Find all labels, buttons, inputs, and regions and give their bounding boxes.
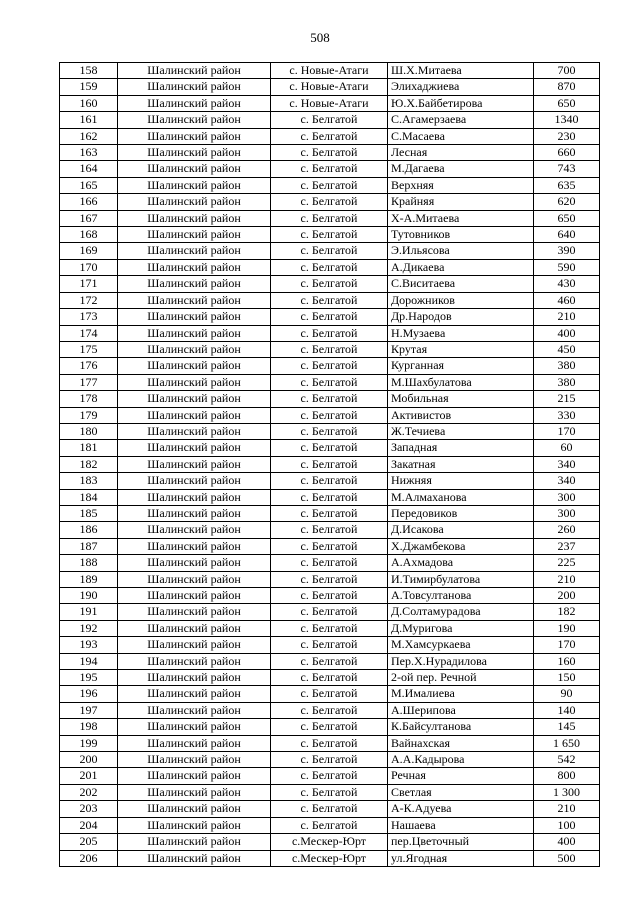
settlement-cell: с. Белгатой [271, 473, 388, 489]
row-number-cell: 187 [60, 538, 118, 554]
district-cell: Шалинский район [118, 768, 271, 784]
length-cell: 330 [534, 407, 600, 423]
table-row [60, 243, 600, 259]
settlement-cell: с. Белгатой [271, 112, 388, 128]
length-cell: 190 [534, 620, 600, 636]
district-cell: Шалинский район [118, 538, 271, 554]
table-row [60, 735, 600, 751]
street-cell: Н.Музаева [388, 325, 534, 341]
street-cell: Речная [388, 768, 534, 784]
street-cell: М.Дагаева [388, 161, 534, 177]
row-number-cell: 171 [60, 276, 118, 292]
district-cell: Шалинский район [118, 489, 271, 505]
district-cell: Шалинский район [118, 243, 271, 259]
row-number-cell: 185 [60, 505, 118, 521]
district-cell: Шалинский район [118, 850, 271, 866]
length-cell: 620 [534, 194, 600, 210]
row-number-cell: 186 [60, 522, 118, 538]
settlement-cell: с. Белгатой [271, 719, 388, 735]
length-cell: 170 [534, 637, 600, 653]
length-cell: 160 [534, 653, 600, 669]
street-cell: Дорожников [388, 292, 534, 308]
table-row [60, 325, 600, 341]
street-cell: Мобильная [388, 391, 534, 407]
district-cell: Шалинский район [118, 522, 271, 538]
district-cell: Шалинский район [118, 292, 271, 308]
row-number-cell: 158 [60, 63, 118, 79]
district-cell: Шалинский район [118, 752, 271, 768]
row-number-cell: 182 [60, 456, 118, 472]
length-cell: 170 [534, 423, 600, 439]
settlement-cell: с. Белгатой [271, 817, 388, 833]
street-cell: Крайняя [388, 194, 534, 210]
table-row [60, 112, 600, 128]
settlement-cell: с. Белгатой [271, 440, 388, 456]
row-number-cell: 195 [60, 670, 118, 686]
district-cell: Шалинский район [118, 325, 271, 341]
length-cell: 1340 [534, 112, 600, 128]
district-cell: Шалинский район [118, 210, 271, 226]
row-number-cell: 194 [60, 653, 118, 669]
settlement-cell: с. Белгатой [271, 637, 388, 653]
district-cell: Шалинский район [118, 670, 271, 686]
length-cell: 182 [534, 604, 600, 620]
row-number-cell: 197 [60, 702, 118, 718]
table-row [60, 423, 600, 439]
length-cell: 90 [534, 686, 600, 702]
table-row [60, 292, 600, 308]
district-cell: Шалинский район [118, 456, 271, 472]
length-cell: 210 [534, 801, 600, 817]
settlement-cell: с. Белгатой [271, 768, 388, 784]
settlement-cell: с. Белгатой [271, 292, 388, 308]
street-cell: М.Ималиева [388, 686, 534, 702]
length-cell: 450 [534, 341, 600, 357]
table-row [60, 752, 600, 768]
table-row [60, 686, 600, 702]
district-cell: Шалинский район [118, 588, 271, 604]
row-number-cell: 201 [60, 768, 118, 784]
settlement-cell: с. Белгатой [271, 752, 388, 768]
table-row [60, 227, 600, 243]
table-row [60, 456, 600, 472]
row-number-cell: 168 [60, 227, 118, 243]
street-cell: Д.Муригова [388, 620, 534, 636]
settlement-cell: с. Белгатой [271, 194, 388, 210]
row-number-cell: 206 [60, 850, 118, 866]
table-row [60, 259, 600, 275]
row-number-cell: 196 [60, 686, 118, 702]
row-number-cell: 167 [60, 210, 118, 226]
district-cell: Шалинский район [118, 79, 271, 95]
settlement-cell: с. Новые-Атаги [271, 63, 388, 79]
length-cell: 542 [534, 752, 600, 768]
row-number-cell: 199 [60, 735, 118, 751]
length-cell: 200 [534, 588, 600, 604]
settlement-cell: с. Новые-Атаги [271, 79, 388, 95]
settlement-cell: с. Белгатой [271, 571, 388, 587]
table-row [60, 768, 600, 784]
district-cell: Шалинский район [118, 719, 271, 735]
settlement-cell: с. Белгатой [271, 128, 388, 144]
settlement-cell: с. Белгатой [271, 177, 388, 193]
settlement-cell: с. Белгатой [271, 505, 388, 521]
row-number-cell: 188 [60, 555, 118, 571]
district-cell: Шалинский район [118, 407, 271, 423]
district-cell: Шалинский район [118, 374, 271, 390]
street-cell: Ш.Х.Митаева [388, 63, 534, 79]
district-cell: Шалинский район [118, 555, 271, 571]
row-number-cell: 180 [60, 423, 118, 439]
street-cell: Передовиков [388, 505, 534, 521]
district-cell: Шалинский район [118, 227, 271, 243]
length-cell: 340 [534, 473, 600, 489]
table-row [60, 571, 600, 587]
page-number: 508 [310, 30, 330, 45]
district-cell: Шалинский район [118, 620, 271, 636]
length-cell: 150 [534, 670, 600, 686]
district-cell: Шалинский район [118, 177, 271, 193]
settlement-cell: с. Белгатой [271, 358, 388, 374]
street-cell: С.Агамерзаева [388, 112, 534, 128]
row-number-cell: 177 [60, 374, 118, 390]
table-row [60, 194, 600, 210]
table-row [60, 276, 600, 292]
settlement-cell: с. Белгатой [271, 341, 388, 357]
row-number-cell: 202 [60, 784, 118, 800]
length-cell: 230 [534, 128, 600, 144]
table-row [60, 79, 600, 95]
table-row [60, 784, 600, 800]
settlement-cell: с. Белгатой [271, 276, 388, 292]
district-cell: Шалинский район [118, 637, 271, 653]
street-cell: 2-ой пер. Речной [388, 670, 534, 686]
district-cell: Шалинский район [118, 604, 271, 620]
street-cell: Нижняя [388, 473, 534, 489]
settlement-cell: с. Белгатой [271, 456, 388, 472]
length-cell: 380 [534, 374, 600, 390]
length-cell: 140 [534, 702, 600, 718]
settlement-cell: с. Белгатой [271, 538, 388, 554]
length-cell: 390 [534, 243, 600, 259]
district-cell: Шалинский район [118, 128, 271, 144]
row-number-cell: 179 [60, 407, 118, 423]
district-cell: Шалинский район [118, 145, 271, 161]
district-cell: Шалинский район [118, 686, 271, 702]
table-row [60, 489, 600, 505]
row-number-cell: 160 [60, 95, 118, 111]
table-row [60, 653, 600, 669]
row-number-cell: 192 [60, 620, 118, 636]
district-cell: Шалинский район [118, 817, 271, 833]
district-cell: Шалинский район [118, 423, 271, 439]
table-row [60, 145, 600, 161]
district-cell: Шалинский район [118, 161, 271, 177]
street-cell: ул.Ягодная [388, 850, 534, 866]
table-row [60, 358, 600, 374]
table-row [60, 604, 600, 620]
settlement-cell: с. Белгатой [271, 243, 388, 259]
table-row [60, 95, 600, 111]
street-cell: М.Хамсуркаева [388, 637, 534, 653]
length-cell: 300 [534, 505, 600, 521]
length-cell: 870 [534, 79, 600, 95]
settlement-cell: с. Белгатой [271, 374, 388, 390]
district-cell: Шалинский район [118, 112, 271, 128]
row-number-cell: 163 [60, 145, 118, 161]
district-cell: Шалинский район [118, 358, 271, 374]
row-number-cell: 184 [60, 489, 118, 505]
settlement-cell: с. Белгатой [271, 407, 388, 423]
length-cell: 1 300 [534, 784, 600, 800]
settlement-cell: с. Белгатой [271, 161, 388, 177]
settlement-cell: с. Белгатой [271, 391, 388, 407]
row-number-cell: 191 [60, 604, 118, 620]
street-cell: Светлая [388, 784, 534, 800]
settlement-cell: с. Белгатой [271, 210, 388, 226]
district-cell: Шалинский район [118, 341, 271, 357]
street-cell: Активистов [388, 407, 534, 423]
street-cell: И.Тимирбулатова [388, 571, 534, 587]
table-row [60, 128, 600, 144]
roads-table [59, 62, 600, 867]
settlement-cell: с. Белгатой [271, 145, 388, 161]
district-cell: Шалинский район [118, 473, 271, 489]
row-number-cell: 169 [60, 243, 118, 259]
district-cell: Шалинский район [118, 571, 271, 587]
row-number-cell: 165 [60, 177, 118, 193]
length-cell: 145 [534, 719, 600, 735]
settlement-cell: с. Белгатой [271, 588, 388, 604]
settlement-cell: с. Белгатой [271, 801, 388, 817]
length-cell: 1 650 [534, 735, 600, 751]
length-cell: 800 [534, 768, 600, 784]
length-cell: 210 [534, 571, 600, 587]
settlement-cell: с. Белгатой [271, 702, 388, 718]
row-number-cell: 181 [60, 440, 118, 456]
table-row [60, 555, 600, 571]
street-cell: Х-А.Митаева [388, 210, 534, 226]
length-cell: 100 [534, 817, 600, 833]
row-number-cell: 172 [60, 292, 118, 308]
street-cell: А-К.Адуева [388, 801, 534, 817]
length-cell: 640 [534, 227, 600, 243]
row-number-cell: 170 [60, 259, 118, 275]
table-row [60, 834, 600, 850]
street-cell: Западная [388, 440, 534, 456]
settlement-cell: с.Мескер-Юрт [271, 850, 388, 866]
table-row [60, 522, 600, 538]
length-cell: 460 [534, 292, 600, 308]
row-number-cell: 159 [60, 79, 118, 95]
length-cell: 215 [534, 391, 600, 407]
row-number-cell: 200 [60, 752, 118, 768]
length-cell: 260 [534, 522, 600, 538]
street-cell: Лесная [388, 145, 534, 161]
district-cell: Шалинский район [118, 702, 271, 718]
street-cell: Крутая [388, 341, 534, 357]
length-cell: 225 [534, 555, 600, 571]
table-row [60, 588, 600, 604]
settlement-cell: с. Белгатой [271, 423, 388, 439]
street-cell: С.Масаева [388, 128, 534, 144]
street-cell: пер.Цветочный [388, 834, 534, 850]
row-number-cell: 198 [60, 719, 118, 735]
row-number-cell: 164 [60, 161, 118, 177]
length-cell: 650 [534, 95, 600, 111]
row-number-cell: 190 [60, 588, 118, 604]
table-row [60, 473, 600, 489]
length-cell: 660 [534, 145, 600, 161]
length-cell: 635 [534, 177, 600, 193]
row-number-cell: 193 [60, 637, 118, 653]
length-cell: 400 [534, 834, 600, 850]
table-row [60, 440, 600, 456]
street-cell: А.Ахмадова [388, 555, 534, 571]
table-row [60, 702, 600, 718]
street-cell: К.Байсултанова [388, 719, 534, 735]
settlement-cell: с. Белгатой [271, 325, 388, 341]
row-number-cell: 173 [60, 309, 118, 325]
street-cell: Курганная [388, 358, 534, 374]
length-cell: 300 [534, 489, 600, 505]
street-cell: Ю.Х.Байбетирова [388, 95, 534, 111]
district-cell: Шалинский район [118, 784, 271, 800]
street-cell: Др.Народов [388, 309, 534, 325]
length-cell: 340 [534, 456, 600, 472]
street-cell: А.А.Кадырова [388, 752, 534, 768]
street-cell: Э.Ильясова [388, 243, 534, 259]
district-cell: Шалинский район [118, 194, 271, 210]
settlement-cell: с. Белгатой [271, 735, 388, 751]
district-cell: Шалинский район [118, 391, 271, 407]
table-row [60, 620, 600, 636]
table-row [60, 177, 600, 193]
table-row [60, 210, 600, 226]
table-row [60, 161, 600, 177]
roads-table-body [60, 63, 600, 867]
district-cell: Шалинский район [118, 259, 271, 275]
table-row [60, 538, 600, 554]
street-cell: А.Дикаева [388, 259, 534, 275]
length-cell: 380 [534, 358, 600, 374]
district-cell: Шалинский район [118, 834, 271, 850]
settlement-cell: с. Белгатой [271, 686, 388, 702]
row-number-cell: 166 [60, 194, 118, 210]
street-cell: Элихаджиева [388, 79, 534, 95]
table-row [60, 850, 600, 866]
settlement-cell: с. Белгатой [271, 259, 388, 275]
table-row [60, 341, 600, 357]
table-row [60, 505, 600, 521]
table-row [60, 637, 600, 653]
settlement-cell: с. Белгатой [271, 670, 388, 686]
row-number-cell: 178 [60, 391, 118, 407]
length-cell: 700 [534, 63, 600, 79]
table-row [60, 63, 600, 79]
row-number-cell: 183 [60, 473, 118, 489]
district-cell: Шалинский район [118, 801, 271, 817]
street-cell: С.Виситаева [388, 276, 534, 292]
district-cell: Шалинский район [118, 95, 271, 111]
settlement-cell: с. Белгатой [271, 227, 388, 243]
street-cell: Д.Исакова [388, 522, 534, 538]
street-cell: Пер.Х.Нурадилова [388, 653, 534, 669]
street-cell: Ж.Течиева [388, 423, 534, 439]
street-cell: Нашаева [388, 817, 534, 833]
row-number-cell: 175 [60, 341, 118, 357]
table-row [60, 309, 600, 325]
row-number-cell: 162 [60, 128, 118, 144]
table-row [60, 407, 600, 423]
settlement-cell: с. Белгатой [271, 653, 388, 669]
row-number-cell: 189 [60, 571, 118, 587]
row-number-cell: 204 [60, 817, 118, 833]
table-row [60, 801, 600, 817]
settlement-cell: с. Белгатой [271, 522, 388, 538]
length-cell: 743 [534, 161, 600, 177]
district-cell: Шалинский район [118, 309, 271, 325]
street-cell: Верхняя [388, 177, 534, 193]
district-cell: Шалинский район [118, 653, 271, 669]
street-cell: Д.Солтамурадова [388, 604, 534, 620]
district-cell: Шалинский район [118, 276, 271, 292]
settlement-cell: с. Белгатой [271, 555, 388, 571]
street-cell: Вайнахская [388, 735, 534, 751]
settlement-cell: с. Белгатой [271, 309, 388, 325]
length-cell: 650 [534, 210, 600, 226]
settlement-cell: с. Белгатой [271, 784, 388, 800]
table-row [60, 391, 600, 407]
length-cell: 210 [534, 309, 600, 325]
street-cell: Х.Джамбекова [388, 538, 534, 554]
street-cell: М.Алмаханова [388, 489, 534, 505]
table-row [60, 817, 600, 833]
row-number-cell: 203 [60, 801, 118, 817]
street-cell: А.Товсултанова [388, 588, 534, 604]
street-cell: Закатная [388, 456, 534, 472]
table-row [60, 374, 600, 390]
district-cell: Шалинский район [118, 63, 271, 79]
row-number-cell: 174 [60, 325, 118, 341]
length-cell: 237 [534, 538, 600, 554]
district-cell: Шалинский район [118, 440, 271, 456]
settlement-cell: с. Новые-Атаги [271, 95, 388, 111]
row-number-cell: 161 [60, 112, 118, 128]
settlement-cell: с. Белгатой [271, 620, 388, 636]
row-number-cell: 205 [60, 834, 118, 850]
settlement-cell: с. Белгатой [271, 604, 388, 620]
length-cell: 500 [534, 850, 600, 866]
length-cell: 430 [534, 276, 600, 292]
table-row [60, 670, 600, 686]
district-cell: Шалинский район [118, 505, 271, 521]
table-row [60, 719, 600, 735]
settlement-cell: с. Белгатой [271, 489, 388, 505]
length-cell: 60 [534, 440, 600, 456]
street-cell: М.Шахбулатова [388, 374, 534, 390]
length-cell: 590 [534, 259, 600, 275]
row-number-cell: 176 [60, 358, 118, 374]
district-cell: Шалинский район [118, 735, 271, 751]
settlement-cell: с.Мескер-Юрт [271, 834, 388, 850]
street-cell: А.Шерипова [388, 702, 534, 718]
street-cell: Тутовников [388, 227, 534, 243]
length-cell: 400 [534, 325, 600, 341]
